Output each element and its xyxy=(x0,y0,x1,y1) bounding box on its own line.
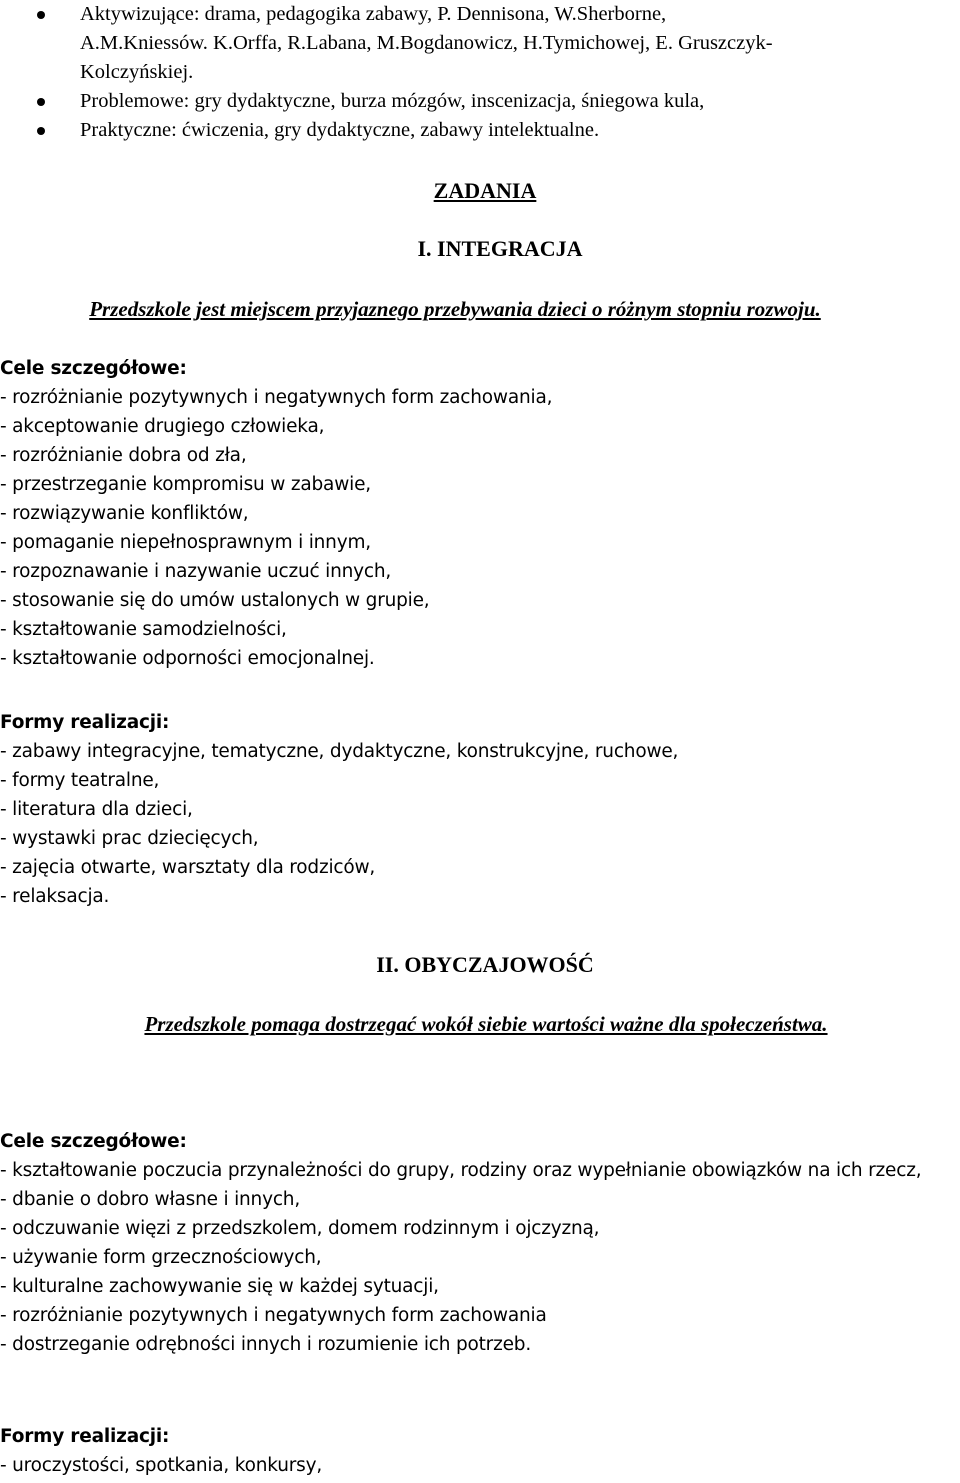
list-item: - używanie form grzecznościowych, xyxy=(0,1247,322,1268)
list-item: - rozróżnianie pozytywnych i negatywnych form zachowania xyxy=(0,1305,547,1326)
list-item: - kształtowanie samodzielności, xyxy=(0,619,287,640)
section-motto: Przedszkole jest miejscem przyjaznego przebywania dzieci o różnym stopniu rozwoju. xyxy=(89,297,821,321)
forms-block xyxy=(0,1422,960,1480)
zadania-heading: ZADANIA xyxy=(433,178,537,203)
list-item: - wystawki prac dziecięcych, xyxy=(0,828,259,849)
list-item: - dbanie o dobro własne i innych, xyxy=(0,1189,300,1210)
section-title: II. OBYCZAJOWOŚĆ xyxy=(376,952,594,977)
list-item: - kulturalne zachowywanie się w każdej sytuacji, xyxy=(0,1276,439,1297)
list-item xyxy=(0,87,930,116)
list-item: - uroczystości, spotkania, konkursy, xyxy=(0,1455,323,1476)
list-item: - formy teatralne, xyxy=(0,770,160,791)
bullet-icon xyxy=(37,98,45,106)
list-item: - rozróżnianie pozytywnych i negatywnych form zachowania, xyxy=(0,387,553,408)
bullet-text: Problemowe: gry dydaktyczne, burza mózgów, inscenizacja, śniegowa kula, xyxy=(80,90,705,112)
goals-heading: Cele szczegółowe: xyxy=(0,1131,187,1152)
bullet-text: Aktywizujące: drama, pedagogika zabawy, P. Dennisona, W.Sherborne, xyxy=(80,3,667,25)
bullet-text: Kolczyńskiej. xyxy=(80,61,194,83)
goals-block xyxy=(0,1127,960,1359)
list-item: - odczuwanie więzi z przedszkolem, domem rodzinnym i ojczyzną, xyxy=(0,1218,600,1239)
list-item: - przestrzeganie kompromisu w zabawie, xyxy=(0,474,371,495)
list-item: - stosowanie się do umów ustalonych w grupie, xyxy=(0,590,430,611)
list-item: - kształtowanie odporności emocjonalnej. xyxy=(0,648,375,669)
list-item: - rozróżnianie dobra od zła, xyxy=(0,445,247,466)
goals-block xyxy=(0,354,960,673)
bullet-icon xyxy=(37,11,45,19)
bullet-icon xyxy=(37,127,45,135)
bullet-text: A.M.Kniessów. K.Orffa, R.Labana, M.Bogdanowicz, H.Tymichowej, E. Gruszczyk- xyxy=(80,32,773,54)
list-item: - rozwiązywanie konfliktów, xyxy=(0,503,249,524)
list-item: - pomaganie niepełnosprawnym i innym, xyxy=(0,532,371,553)
list-item: - relaksacja. xyxy=(0,886,110,907)
list-item: - zabawy integracyjne, tematyczne, dydaktyczne, konstrukcyjne, ruchowe, xyxy=(0,741,679,762)
forms-block xyxy=(0,708,960,911)
bullet-text: Praktyczne: ćwiczenia, gry dydaktyczne, zabawy intelektualne. xyxy=(80,119,600,141)
section-motto: Przedszkole pomaga dostrzegać wokół siebie wartości ważne dla społeczeństwa. xyxy=(144,1012,828,1036)
goals-heading: Cele szczegółowe: xyxy=(0,358,187,379)
list-item: - zajęcia otwarte, warsztaty dla rodziców, xyxy=(0,857,376,878)
list-item xyxy=(0,116,930,145)
list-item xyxy=(0,0,930,87)
list-item: - rozpoznawanie i nazywanie uczuć innych, xyxy=(0,561,392,582)
list-item: - kształtowanie poczucia przynależności do grupy, rodziny oraz wypełnianie obowiązków na ich rzecz, xyxy=(0,1160,922,1181)
list-item: - dostrzeganie odrębności innych i rozumienie ich potrzeb. xyxy=(0,1334,531,1355)
list-item: - literatura dla dzieci, xyxy=(0,799,193,820)
forms-heading: Formy realizacji: xyxy=(0,1426,170,1447)
forms-heading: Formy realizacji: xyxy=(0,712,170,733)
methods-bullet-list xyxy=(0,0,930,145)
list-item: - akceptowanie drugiego człowieka, xyxy=(0,416,325,437)
section-title: I. INTEGRACJA xyxy=(417,236,583,261)
